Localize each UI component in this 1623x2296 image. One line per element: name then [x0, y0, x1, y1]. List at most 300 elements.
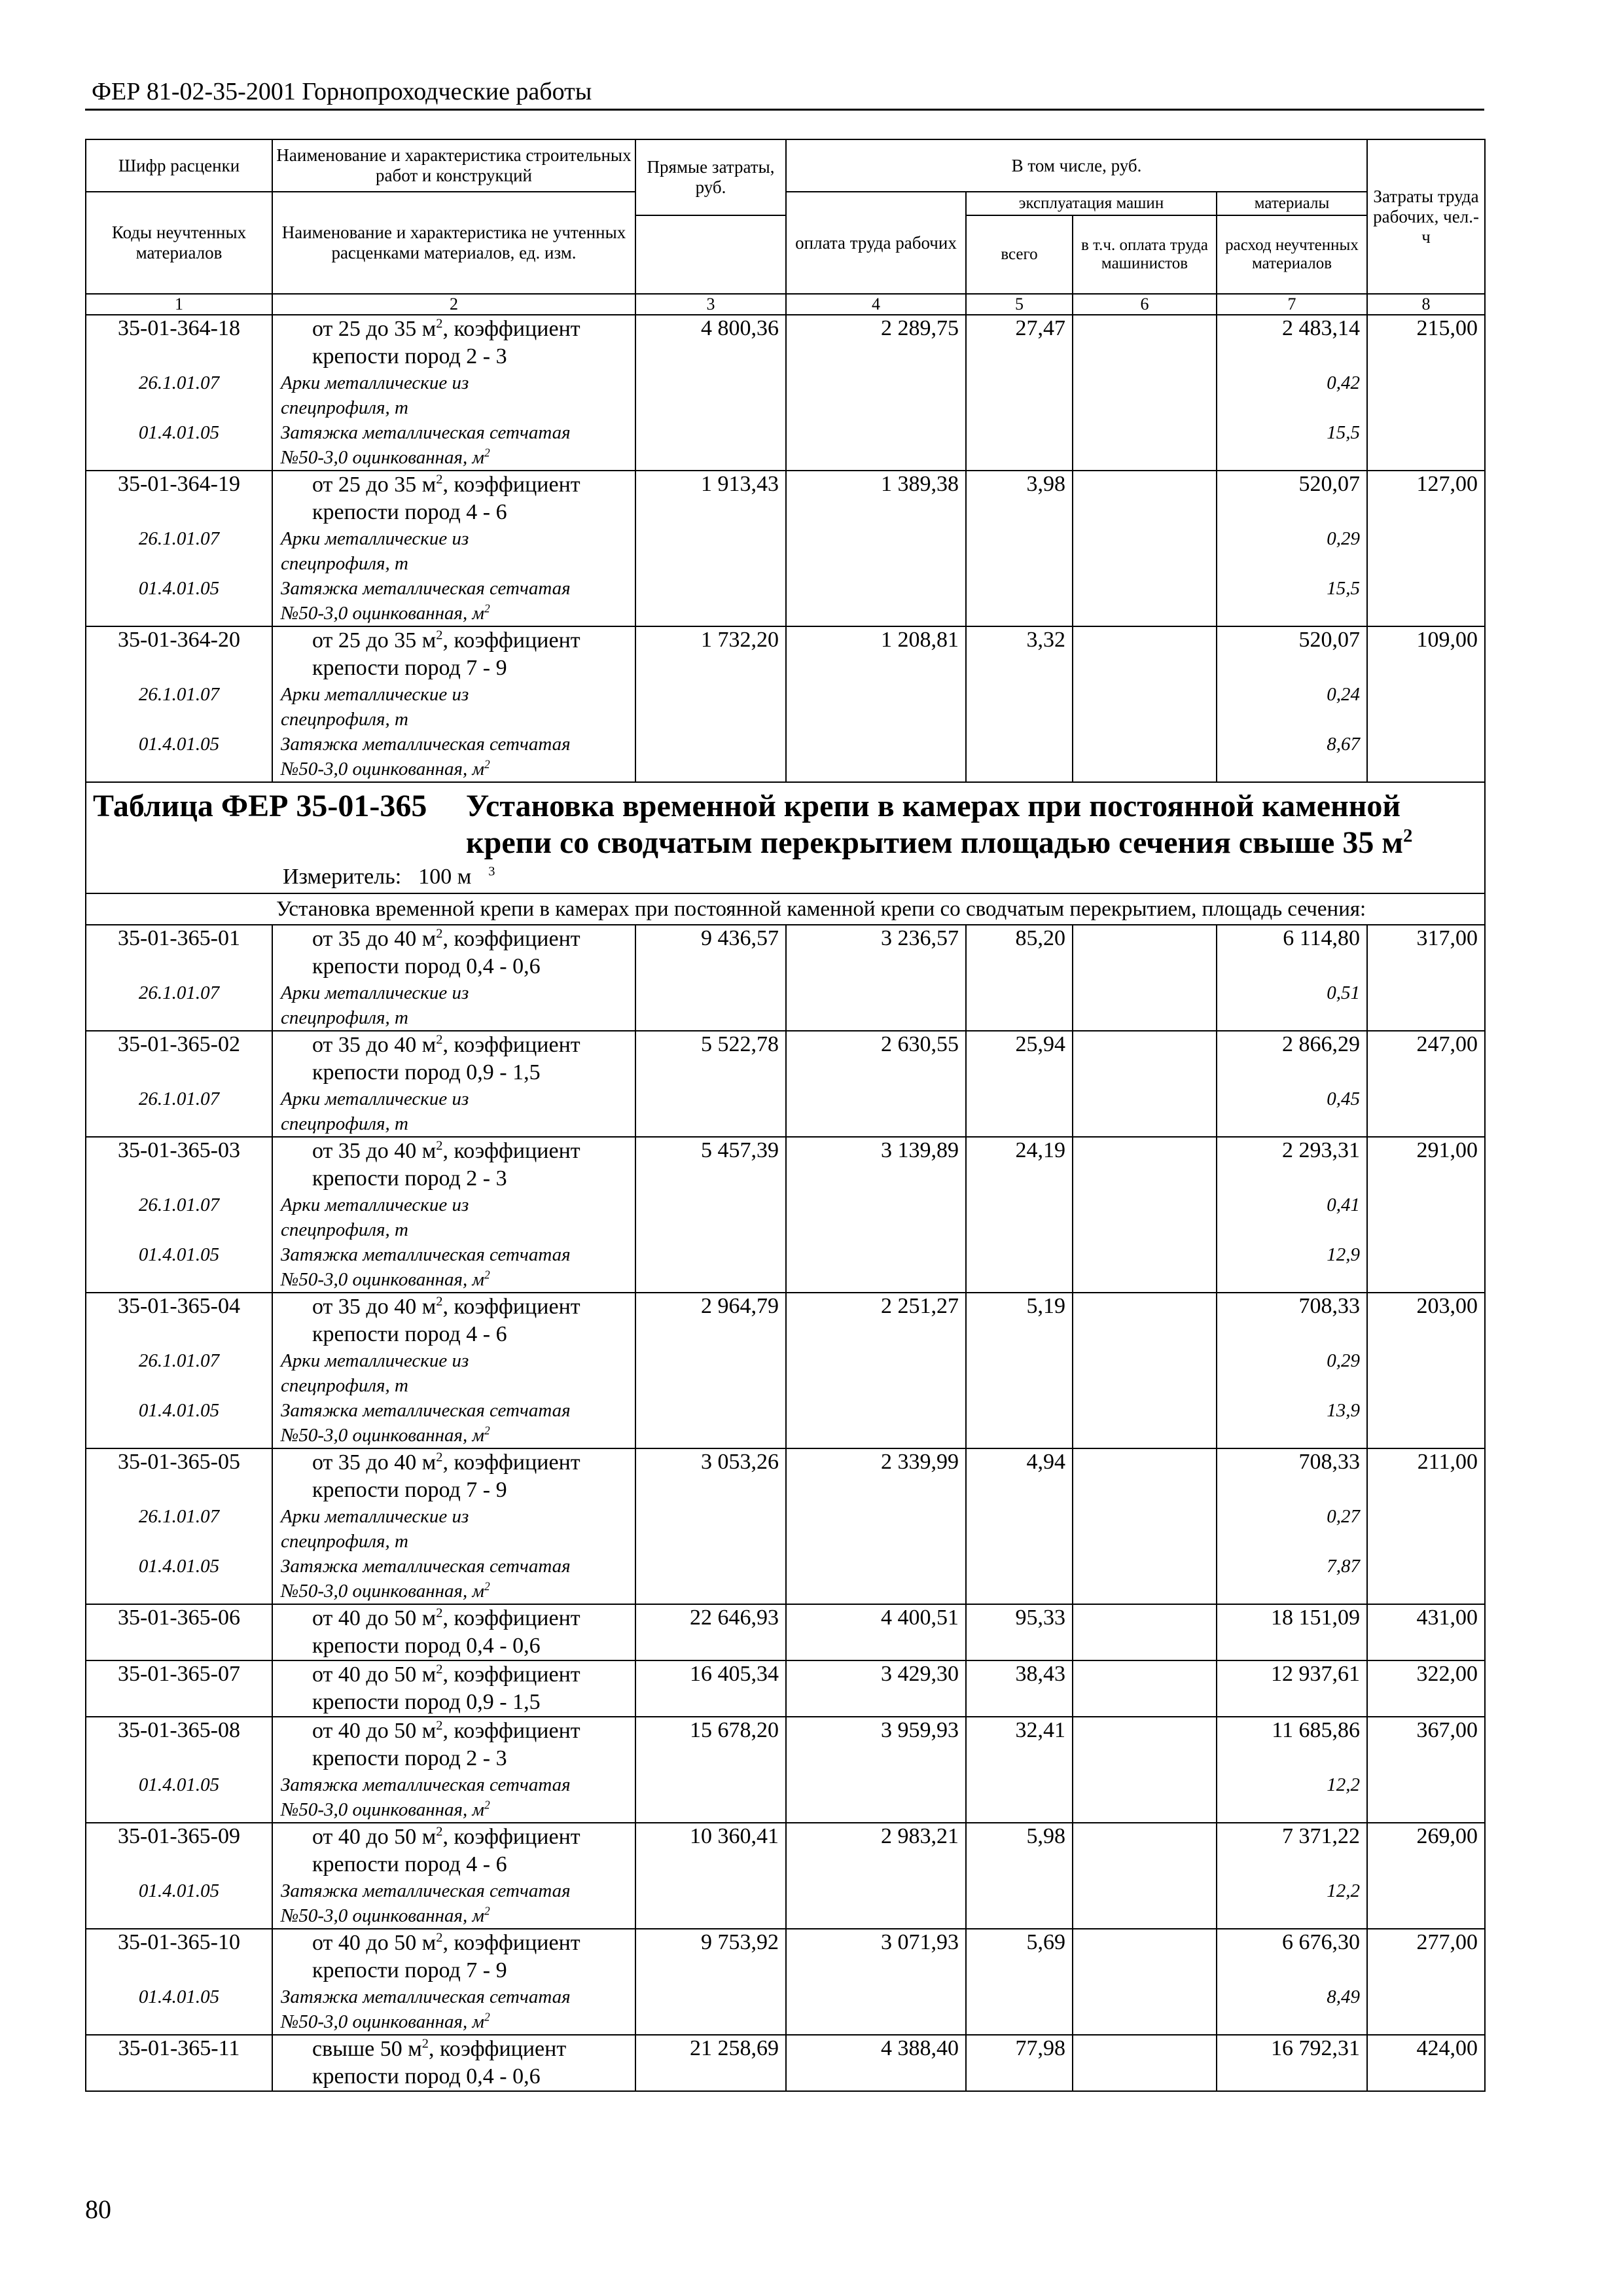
- material-name: [272, 1554, 635, 1604]
- material-quantity: 0,45: [1217, 1086, 1367, 1137]
- value-machinists: [1073, 1660, 1217, 1717]
- empty-cell: [1073, 682, 1217, 732]
- material-code: 01.4.01.05: [86, 1242, 272, 1293]
- material-row: [86, 1554, 1485, 1604]
- empty-cell: [1367, 732, 1485, 782]
- empty-cell: [1367, 1086, 1485, 1137]
- value-materials: 6 114,80: [1217, 925, 1367, 980]
- empty-cell: [635, 1242, 786, 1293]
- material-quantity: 12,2: [1217, 1772, 1367, 1823]
- desc-part: , коэффициент: [442, 1450, 580, 1475]
- rate-code: 35-01-365-08: [86, 1717, 272, 1772]
- header-labor-pay: оплата труда рабочих: [786, 192, 966, 294]
- empty-cell: [635, 732, 786, 782]
- header-labor-cost: Затраты труда рабочих, чел.-ч: [1367, 139, 1485, 294]
- material-name-part: №50-3,0 оцинкованная, м: [281, 759, 484, 780]
- desc-part: крепости пород 2 - 3: [312, 1166, 507, 1191]
- desc-part: крепости пород 7 - 9: [312, 656, 507, 680]
- value-direct: 2 964,79: [635, 1293, 786, 1348]
- empty-cell: [635, 1398, 786, 1448]
- work-description: [272, 1717, 635, 1772]
- empty-cell: [786, 1086, 966, 1137]
- header-material-codes: Коды неучтенных материалов: [86, 192, 272, 294]
- section-title-block: [86, 782, 1485, 925]
- material-code: 26.1.01.07: [86, 1504, 272, 1554]
- material-name: [272, 732, 635, 782]
- work-description: [272, 1604, 635, 1660]
- header-machine-operation: эксплуатация машин: [966, 192, 1217, 215]
- rate-item: [86, 1717, 1485, 1823]
- material-name: [272, 1878, 635, 1929]
- column-number: 6: [1073, 294, 1217, 315]
- empty-cell: [635, 980, 786, 1031]
- rate-row: [86, 1293, 1485, 1348]
- empty-cell: [1073, 1398, 1217, 1448]
- rate-item: [86, 1604, 1485, 1660]
- material-code: 26.1.01.07: [86, 370, 272, 420]
- empty-cell: [1367, 370, 1485, 420]
- value-labor: 3 071,93: [786, 1929, 966, 1984]
- empty-cell: [966, 1504, 1073, 1554]
- empty-cell: [1367, 526, 1485, 576]
- material-name-part: Арки металлические из: [281, 684, 469, 705]
- superscript: 2: [436, 1294, 443, 1309]
- rate-code: 35-01-364-19: [86, 471, 272, 526]
- empty-cell: [786, 1242, 966, 1293]
- rate-item: [86, 626, 1485, 782]
- desc-part: , коэффициент: [442, 1931, 580, 1955]
- desc-part: крепости пород 0,4 - 0,6: [312, 954, 541, 978]
- superscript: 2: [436, 1032, 443, 1047]
- rate-row: [86, 1823, 1485, 1878]
- rate-row: [86, 1137, 1485, 1193]
- material-name-part: №50-3,0 оцинкованная, м: [281, 1581, 484, 1602]
- superscript: 2: [484, 1424, 490, 1437]
- material-name: [272, 420, 635, 471]
- rate-code: 35-01-365-02: [86, 1031, 272, 1086]
- value-hours: 247,00: [1367, 1031, 1485, 1086]
- empty-cell: [1073, 370, 1217, 420]
- desc-part: крепости пород 7 - 9: [312, 1478, 507, 1502]
- rate-code: 35-01-365-11: [86, 2035, 272, 2091]
- column-number: 5: [966, 294, 1073, 315]
- desc-part: , коэффициент: [442, 628, 580, 653]
- material-code: 01.4.01.05: [86, 1772, 272, 1823]
- material-code: 01.4.01.05: [86, 732, 272, 782]
- value-hours: 431,00: [1367, 1604, 1485, 1660]
- value-hours: 109,00: [1367, 626, 1485, 682]
- empty-cell: [635, 1878, 786, 1929]
- desc-part: , коэффициент: [442, 1825, 580, 1849]
- empty-cell: [1367, 1504, 1485, 1554]
- material-code: 01.4.01.05: [86, 1554, 272, 1604]
- desc-part: от 35 до 40 м: [312, 1450, 437, 1475]
- value-materials: 520,07: [1217, 471, 1367, 526]
- value-labor: 2 289,75: [786, 315, 966, 370]
- rate-row: [86, 1604, 1485, 1660]
- material-name: [272, 980, 635, 1031]
- work-description: [272, 1293, 635, 1348]
- empty-cell: [786, 1348, 966, 1398]
- material-name-part: Затяжка металлическая сетчатая: [281, 1880, 571, 1901]
- material-name: [272, 1193, 635, 1242]
- material-quantity: 0,42: [1217, 370, 1367, 420]
- material-name-part: спецпрофиля, т: [281, 1113, 408, 1134]
- value-machinists: [1073, 1293, 1217, 1348]
- empty-cell: [786, 1193, 966, 1242]
- desc-part: от 40 до 50 м: [312, 1606, 437, 1630]
- value-labor: 2 339,99: [786, 1448, 966, 1504]
- empty-cell: [966, 1193, 1073, 1242]
- material-code: 01.4.01.05: [86, 1398, 272, 1448]
- header-machine-total: всего: [966, 215, 1073, 294]
- rate-code: 35-01-365-06: [86, 1604, 272, 1660]
- table-header: [86, 139, 1485, 315]
- empty-cell: [635, 682, 786, 732]
- header-including: В том числе, руб.: [786, 139, 1367, 192]
- desc-part: от 35 до 40 м: [312, 1033, 437, 1057]
- empty-cell: [635, 1504, 786, 1554]
- value-direct: 10 360,41: [635, 1823, 786, 1878]
- rate-code: 35-01-365-05: [86, 1448, 272, 1504]
- material-name: [272, 1398, 635, 1448]
- rate-item: [86, 1929, 1485, 2035]
- superscript: 2: [436, 1662, 443, 1677]
- superscript: 2: [484, 1904, 490, 1918]
- material-name-part: спецпрофиля, т: [281, 1007, 408, 1028]
- material-code: 01.4.01.05: [86, 1878, 272, 1929]
- empty-cell: [786, 1878, 966, 1929]
- material-name-part: Арки металлические из: [281, 1350, 469, 1371]
- value-materials: 2 293,31: [1217, 1137, 1367, 1193]
- value-machines: 5,19: [966, 1293, 1073, 1348]
- superscript: 2: [436, 472, 443, 487]
- desc-part: крепости пород 4 - 6: [312, 500, 507, 524]
- superscript: 2: [421, 2036, 429, 2051]
- section-table-id: Таблица ФЕР 35-01-365: [93, 789, 427, 823]
- value-labor: 2 251,27: [786, 1293, 966, 1348]
- column-number: 2: [272, 294, 635, 315]
- empty-cell: [966, 682, 1073, 732]
- material-row: [86, 732, 1485, 782]
- desc-part: от 35 до 40 м: [312, 1295, 437, 1319]
- desc-part: свыше 50 м: [312, 2037, 422, 2061]
- header-code: Шифр расценки: [86, 139, 272, 192]
- empty-cell: [635, 1086, 786, 1137]
- value-direct: 22 646,93: [635, 1604, 786, 1660]
- value-machines: 3,98: [966, 471, 1073, 526]
- empty-cell: [1073, 1504, 1217, 1554]
- work-description: [272, 1929, 635, 1984]
- work-description: [272, 471, 635, 526]
- value-direct: 1 732,20: [635, 626, 786, 682]
- empty-cell: [1367, 1193, 1485, 1242]
- value-machines: 27,47: [966, 315, 1073, 370]
- desc-part: , коэффициент: [442, 1662, 580, 1687]
- empty-cell: [1367, 1772, 1485, 1823]
- material-name-part: №50-3,0 оцинкованная, м: [281, 1269, 484, 1290]
- header-work-name: Наименование и характеристика строительных работ и конструкций: [272, 139, 635, 192]
- value-machines: 95,33: [966, 1604, 1073, 1660]
- value-labor: 3 139,89: [786, 1137, 966, 1193]
- desc-part: от 40 до 50 м: [312, 1719, 437, 1743]
- value-direct: 1 913,43: [635, 471, 786, 526]
- material-name-part: Арки металлические из: [281, 372, 469, 393]
- column-number: 1: [86, 294, 272, 315]
- empty-cell: [786, 526, 966, 576]
- desc-part: , коэффициент: [442, 927, 580, 951]
- desc-part: от 40 до 50 м: [312, 1662, 437, 1687]
- desc-part: крепости пород 0,4 - 0,6: [312, 1634, 541, 1658]
- superscript: 2: [484, 446, 490, 459]
- empty-cell: [786, 576, 966, 626]
- empty-cell: [786, 1398, 966, 1448]
- value-materials: 2 483,14: [1217, 315, 1367, 370]
- empty-cell: [966, 1086, 1073, 1137]
- material-name: [272, 1348, 635, 1398]
- value-hours: 269,00: [1367, 1823, 1485, 1878]
- value-hours: 367,00: [1367, 1717, 1485, 1772]
- rate-item: [86, 1031, 1485, 1137]
- desc-part: крепости пород 4 - 6: [312, 1852, 507, 1876]
- rate-row: [86, 1660, 1485, 1717]
- rate-item: [86, 1137, 1485, 1293]
- header-materials-use: расход неучтенных материалов: [1217, 215, 1367, 294]
- value-hours: 424,00: [1367, 2035, 1485, 2091]
- empty-cell: [966, 576, 1073, 626]
- value-labor: 4 388,40: [786, 2035, 966, 2091]
- value-direct: 3 053,26: [635, 1448, 786, 1504]
- empty-cell: [786, 1984, 966, 2035]
- value-direct: 16 405,34: [635, 1660, 786, 1717]
- value-machinists: [1073, 1604, 1217, 1660]
- section-title: Установка временной крепи в камерах при постоянной каменной крепи со сводчатым перекрытием площадью сечения свыше 35 $м^2$: [466, 789, 1413, 860]
- superscript: 2: [436, 1450, 443, 1465]
- desc-part: крепости пород 0,9 - 1,5: [312, 1690, 541, 1714]
- empty-cell: [1367, 1398, 1485, 1448]
- value-materials: 18 151,09: [1217, 1604, 1367, 1660]
- value-materials: 708,33: [1217, 1293, 1367, 1348]
- material-code: 26.1.01.07: [86, 980, 272, 1031]
- material-quantity: 12,9: [1217, 1242, 1367, 1293]
- rate-row: [86, 315, 1485, 370]
- rate-row: [86, 2035, 1485, 2091]
- value-machinists: [1073, 2035, 1217, 2091]
- value-materials: 16 792,31: [1217, 2035, 1367, 2091]
- material-name: [272, 576, 635, 626]
- work-description: [272, 1137, 635, 1193]
- superscript: 2: [484, 2010, 490, 2024]
- empty-cell: [786, 370, 966, 420]
- empty-cell: [635, 576, 786, 626]
- value-labor: 3 236,57: [786, 925, 966, 980]
- empty-cell: [786, 420, 966, 471]
- rate-item: [86, 1660, 1485, 1717]
- material-quantity: 8,67: [1217, 732, 1367, 782]
- value-materials: 708,33: [1217, 1448, 1367, 1504]
- material-name-part: спецпрофиля, т: [281, 709, 408, 730]
- empty-cell: [635, 1554, 786, 1604]
- material-name: [272, 1772, 635, 1823]
- material-code: 01.4.01.05: [86, 1984, 272, 2035]
- superscript: 2: [436, 628, 443, 643]
- empty-cell: [1073, 1348, 1217, 1398]
- material-row: [86, 1193, 1485, 1242]
- rate-code: 35-01-365-03: [86, 1137, 272, 1193]
- column-number: 4: [786, 294, 966, 315]
- empty-cell: [966, 1348, 1073, 1398]
- value-hours: 127,00: [1367, 471, 1485, 526]
- desc-part: крепости пород 2 - 3: [312, 1746, 507, 1770]
- empty-cell: [786, 1554, 966, 1604]
- value-machines: 38,43: [966, 1660, 1073, 1717]
- empty-cell: [966, 980, 1073, 1031]
- rate-code: 35-01-365-10: [86, 1929, 272, 1984]
- value-direct: 5 522,78: [635, 1031, 786, 1086]
- material-quantity: 0,29: [1217, 1348, 1367, 1398]
- empty-cell: [1073, 1554, 1217, 1604]
- rate-item: [86, 1823, 1485, 1929]
- empty-cell: [1367, 682, 1485, 732]
- material-code: 26.1.01.07: [86, 1193, 272, 1242]
- value-hours: 317,00: [1367, 925, 1485, 980]
- material-quantity: 0,27: [1217, 1504, 1367, 1554]
- value-hours: 215,00: [1367, 315, 1485, 370]
- running-header: ФЕР 81-02-35-2001 Горнопроходческие работы: [92, 78, 592, 105]
- value-machines: 5,69: [966, 1929, 1073, 1984]
- empty-cell: [1073, 1086, 1217, 1137]
- rate-code: 35-01-365-09: [86, 1823, 272, 1878]
- rate-row: [86, 471, 1485, 526]
- rate-row: [86, 925, 1485, 980]
- material-name-part: №50-3,0 оцинкованная, м: [281, 1905, 484, 1926]
- material-row: [86, 1878, 1485, 1929]
- work-description: [272, 626, 635, 682]
- unit-value: 100 м $^3$: [418, 864, 495, 889]
- header-material-names: Наименование и характеристика не учтенных расценками материалов, ед. изм.: [272, 192, 635, 294]
- empty-cell: [635, 1193, 786, 1242]
- value-machines: 5,98: [966, 1823, 1073, 1878]
- material-name: [272, 526, 635, 576]
- value-direct: 9 753,92: [635, 1929, 786, 1984]
- material-name-part: №50-3,0 оцинкованная, м: [281, 447, 484, 468]
- value-machinists: [1073, 471, 1217, 526]
- rate-code: 35-01-365-01: [86, 925, 272, 980]
- value-machines: 85,20: [966, 925, 1073, 980]
- empty-cell: [966, 732, 1073, 782]
- material-code: 26.1.01.07: [86, 526, 272, 576]
- rate-item: [86, 1293, 1485, 1448]
- value-machinists: [1073, 925, 1217, 980]
- value-direct: 21 258,69: [635, 2035, 786, 2091]
- material-quantity: 7,87: [1217, 1554, 1367, 1604]
- rate-row: [86, 1448, 1485, 1504]
- superscript: 2: [484, 1798, 490, 1812]
- value-labor: 1 389,38: [786, 471, 966, 526]
- value-direct: 5 457,39: [635, 1137, 786, 1193]
- value-hours: 211,00: [1367, 1448, 1485, 1504]
- material-name-part: Арки металлические из: [281, 1506, 469, 1527]
- material-name: [272, 370, 635, 420]
- material-row: [86, 370, 1485, 420]
- desc-part: от 25 до 35 м: [312, 317, 437, 341]
- material-row: [86, 1086, 1485, 1137]
- empty-cell: [1073, 732, 1217, 782]
- superscript: 2: [436, 1605, 443, 1621]
- superscript: 2: [484, 601, 490, 615]
- material-name-part: Арки металлические из: [281, 528, 469, 549]
- value-machines: 24,19: [966, 1137, 1073, 1193]
- material-name-part: спецпрофиля, т: [281, 397, 408, 418]
- rate-row: [86, 1717, 1485, 1772]
- material-name-part: Затяжка металлическая сетчатая: [281, 422, 571, 443]
- material-quantity: 15,5: [1217, 420, 1367, 471]
- empty-cell: [1073, 1772, 1217, 1823]
- empty-cell: [1073, 420, 1217, 471]
- desc-part: от 40 до 50 м: [312, 1825, 437, 1849]
- value-materials: 12 937,61: [1217, 1660, 1367, 1717]
- value-machinists: [1073, 1929, 1217, 1984]
- desc-part: , коэффициент: [442, 473, 580, 497]
- material-row: [86, 1398, 1485, 1448]
- header-direct-costs-spacer: [635, 215, 786, 294]
- work-description: [272, 1660, 635, 1717]
- header-materials: материалы: [1217, 192, 1367, 215]
- superscript: 2: [484, 1268, 490, 1282]
- value-direct: 9 436,57: [635, 925, 786, 980]
- empty-cell: [1367, 420, 1485, 471]
- material-quantity: 8,49: [1217, 1984, 1367, 2035]
- material-name-part: Затяжка металлическая сетчатая: [281, 734, 571, 755]
- value-machinists: [1073, 315, 1217, 370]
- material-row: [86, 1504, 1485, 1554]
- superscript: 2: [436, 1824, 443, 1839]
- empty-cell: [966, 1398, 1073, 1448]
- material-name-part: Арки металлические из: [281, 1088, 469, 1109]
- empty-cell: [1367, 1554, 1485, 1604]
- superscript: 2: [436, 1138, 443, 1153]
- value-hours: 322,00: [1367, 1660, 1485, 1717]
- value-machinists: [1073, 626, 1217, 682]
- empty-cell: [966, 526, 1073, 576]
- unit-label: Измеритель:: [283, 865, 402, 889]
- material-name-part: спецпрофиля, т: [281, 1219, 408, 1240]
- empty-cell: [1073, 1193, 1217, 1242]
- desc-part: , коэффициент: [442, 1606, 580, 1630]
- empty-cell: [635, 1348, 786, 1398]
- desc-part: , коэффициент: [442, 1295, 580, 1319]
- rate-item: [86, 471, 1485, 626]
- empty-cell: [966, 1984, 1073, 2035]
- empty-cell: [966, 1554, 1073, 1604]
- empty-cell: [635, 420, 786, 471]
- material-code: 26.1.01.07: [86, 1086, 272, 1137]
- desc-part: , коэффициент: [442, 1719, 580, 1743]
- value-machines: 4,94: [966, 1448, 1073, 1504]
- rate-item: [86, 925, 1485, 1031]
- empty-cell: [1367, 980, 1485, 1031]
- desc-part: от 25 до 35 м: [312, 473, 437, 497]
- empty-cell: [635, 370, 786, 420]
- material-name-part: Затяжка металлическая сетчатая: [281, 1556, 571, 1577]
- empty-cell: [786, 1504, 966, 1554]
- empty-cell: [1073, 1242, 1217, 1293]
- material-name-part: №50-3,0 оцинкованная, м: [281, 1425, 484, 1446]
- rate-row: [86, 1031, 1485, 1086]
- value-labor: 3 959,93: [786, 1717, 966, 1772]
- header-rule: [85, 109, 1484, 111]
- value-materials: 7 371,22: [1217, 1823, 1367, 1878]
